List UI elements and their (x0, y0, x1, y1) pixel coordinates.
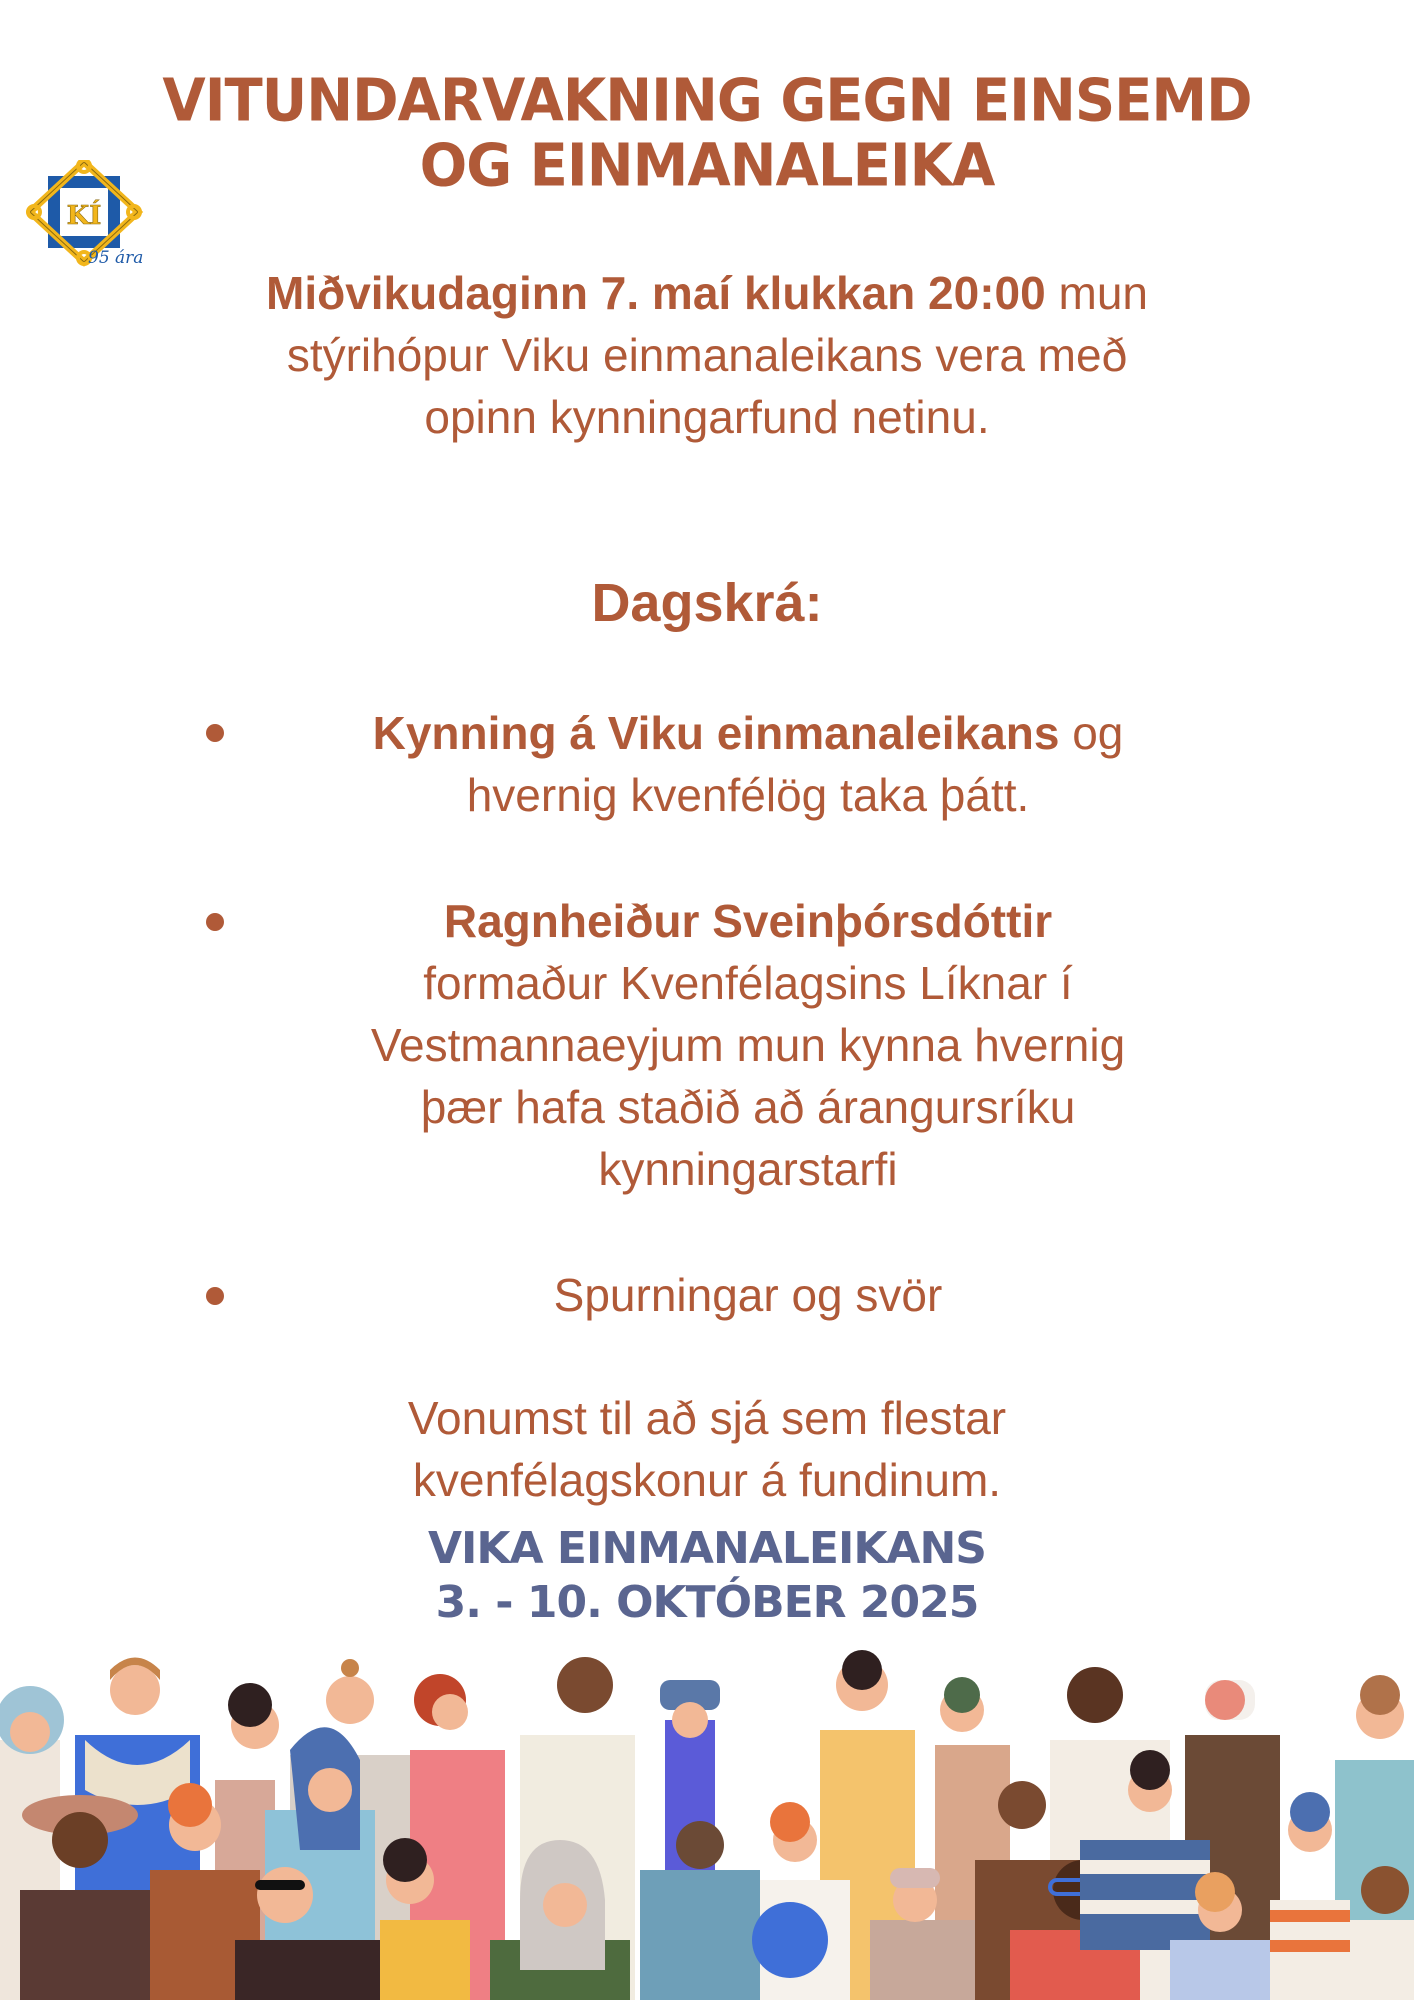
event-dates-heading: VIKA EINMANALEIKANS 3. - 10. OKTÓBER 2025 (428, 1523, 986, 1628)
agenda-item-title: Kynning á Viku einmanaleikans (372, 707, 1060, 759)
intro-line-3: opinn kynningarfund netinu. (424, 391, 990, 443)
logo-subtitle: 95 ára (88, 248, 144, 268)
agenda-item: Spurningar og svör (553, 1269, 943, 1321)
bullet-icon (206, 1287, 224, 1305)
bullet-icon (206, 913, 224, 931)
agenda-item: Kynning á Viku einmanaleikans og hvernig kvenfélög taka þátt. (372, 707, 1124, 821)
agenda-item-title: Ragnheiður Sveinþórsdóttir (443, 895, 1053, 947)
title-line-2: OG EINMANALEIKA (419, 131, 995, 201)
bullet-icon (206, 724, 224, 742)
intro-date-time: Miðvikudaginn 7. maí klukkan 20:00 (266, 267, 1046, 319)
intro-line-1: Miðvikudaginn 7. maí klukkan 20:00 mun (266, 267, 1148, 319)
page-title (0, 66, 1414, 201)
svg-text:KÍ: KÍ (66, 201, 102, 231)
closing-message: Vonumst til að sjá sem flestar kvenfélagskonur á fundinum. (407, 1392, 1007, 1506)
agenda-item: Ragnheiður Sveinþórsdóttir formaður Kvenfélagsins Líknar í Vestmannaeyjum mun kynna hvernig þær hafa staðið að árangursríku kynningarstarfi (370, 895, 1126, 1195)
crowd-illustration (0, 1640, 1414, 2000)
agenda-heading: Dagskrá: (591, 573, 823, 633)
title-line-1: VITUNDARVAKNING GEGN EINSEMD (162, 66, 1252, 136)
intro-line-2: stýrihópur Viku einmanaleikans vera með (286, 329, 1128, 381)
intro-paragraph (120, 262, 1294, 448)
